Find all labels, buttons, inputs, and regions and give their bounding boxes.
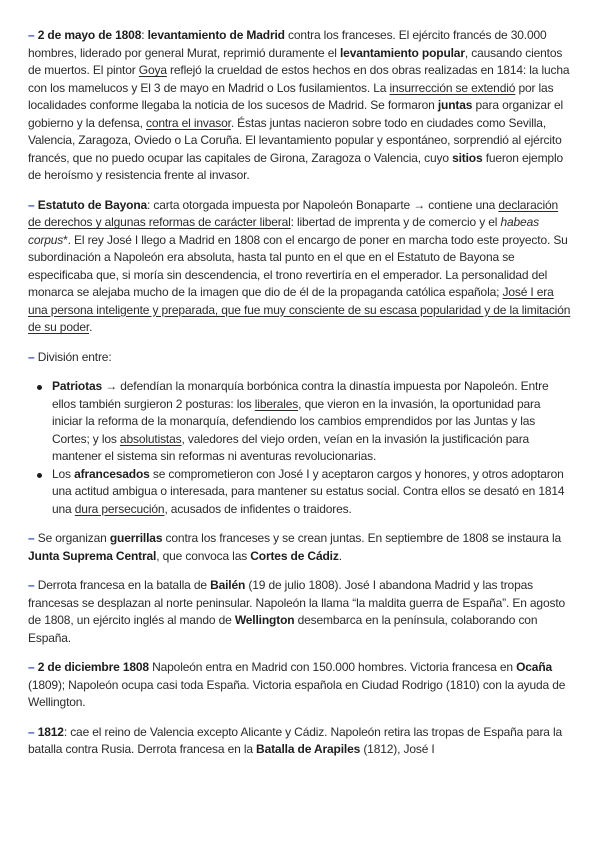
paragraph-guerrillas: – Se organizan guerrillas contra los franceses y se crean juntas. En septiembre de 1808 se instaura la Junta Suprema Central, que convoca las Cortes de Cádiz. (28, 531, 562, 563)
list-item-patriotas: Patriotas → defendían la monarquía borbónica contra la dinastía impuesta por Napoleón. Entre ellos también surgieron 2 posturas: los liberales, que vieron en la invasión, la oportunidad para iniciar la reforma de la monarquía, defendiendo los cambios emprendidos por las Juntas y las Cortes; y los absolutistas, valedores del viejo orden, veían en la invasión la justificación para mantener el sistema sin reformas ni aventuras revolucionarias. (52, 378, 572, 466)
dash-marker: – (28, 28, 35, 42)
dash-marker: – (28, 660, 35, 674)
paragraph-division: – División entre: (28, 349, 112, 364)
paragraph-bailen: – Derrota francesa en la batalla de Bailén (19 de julio 1808). José I abandona Madrid y las tropas francesas se desplazan al norte peninsular. Napoleón la llama “la maldita guerra de España”. En agosto de 1808, un ejército inglés al mando de Wellington desembarca en la península, colaborando con España. (28, 578, 566, 645)
list-item-afrancesados: Los afrancesados se comprometieron con José I y aceptaron cargos y honores, y otros adoptaron una actitud ambigua o interesada, para mantener su estatus social. Contra ellos se desató en 1814 una dura persecución, acusados de infidentes o traidores. (52, 466, 572, 519)
dash-marker: – (28, 349, 35, 364)
paragraph-dos-de-mayo: – 2 de mayo de 1808: levantamiento de Madrid contra los franceses. El ejército francés de 30.000 hombres, liderado por general Murat, reprimió duramente el levantamiento popular, causando cientos de muertos. El pintor Goya reflejó la crueldad de estos hechos en dos obras realizadas en 1814: la lucha con los mamelucos y El 3 de mayo en Madrid o Los fusilamientos. La insurrección se extendió por las localidades conforme llegaba la noticia de los sucesos de Madrid. Se formaron juntas para organizar el gobierno y la defensa, contra el invasor. Éstas juntas nacieron sobre todo en ciudades como Sevilla, Valencia, Zaragoza, Oviedo o La Coruña. El levantamiento popular y espontáneo, sorprendió al ejército francés, que no puedo ocupar las capitales de Girona, Zaragoza o Valencia, cuyo sitios fueron ejemplo de heroísmo y resistencia frente al invasor. (28, 28, 570, 182)
division-list (28, 378, 572, 518)
paragraph-estatuto-bayona: – Estatuto de Bayona: carta otorgada impuesta por Napoleón Bonaparte → contiene una declaración de derechos y algunas reformas de carácter liberal: libertad de imprenta y de comercio y el habeas corpus*. El rey José I llego a Madrid en 1808 con el encargo de poner en marcha todo este proyecto. Su subordinación a Napoleón era absoluta, hasta tal punto en el que en el Estatuto de Bayona se especificaba que, si moría sin descendencia, el trono revertiría en el emperador. La personalidad del monarca se alejaba mucho de la imagen que dio de él de la propaganda católica española; José I era una persona inteligente y preparada, que fue muy consciente de su escasa popularidad y de la limitación de su poder. (28, 197, 571, 334)
dash-marker: – (28, 724, 35, 739)
dash-marker: – (28, 531, 35, 545)
dash-marker: – (28, 197, 35, 212)
paragraph-diciembre-1808: – 2 de diciembre 1808 Napoleón entra en Madrid con 150.000 hombres. Victoria francesa en Ocaña (1809); Napoleón ocupa casi toda España. Victoria española en Ciudad Rodrigo (1810) con la ayuda de Wellington. (28, 660, 566, 709)
date-2-mayo: 2 de mayo de 1808 (37, 28, 142, 42)
dash-marker: – (28, 578, 35, 592)
paragraph-1812: – 1812: cae el reino de Valencia excepto Alicante y Cádiz. Napoleón retira las tropas de España para la batalla contra Rusia. Derrota francesa en la Batalla de Arapiles (1812), José I (28, 724, 563, 756)
